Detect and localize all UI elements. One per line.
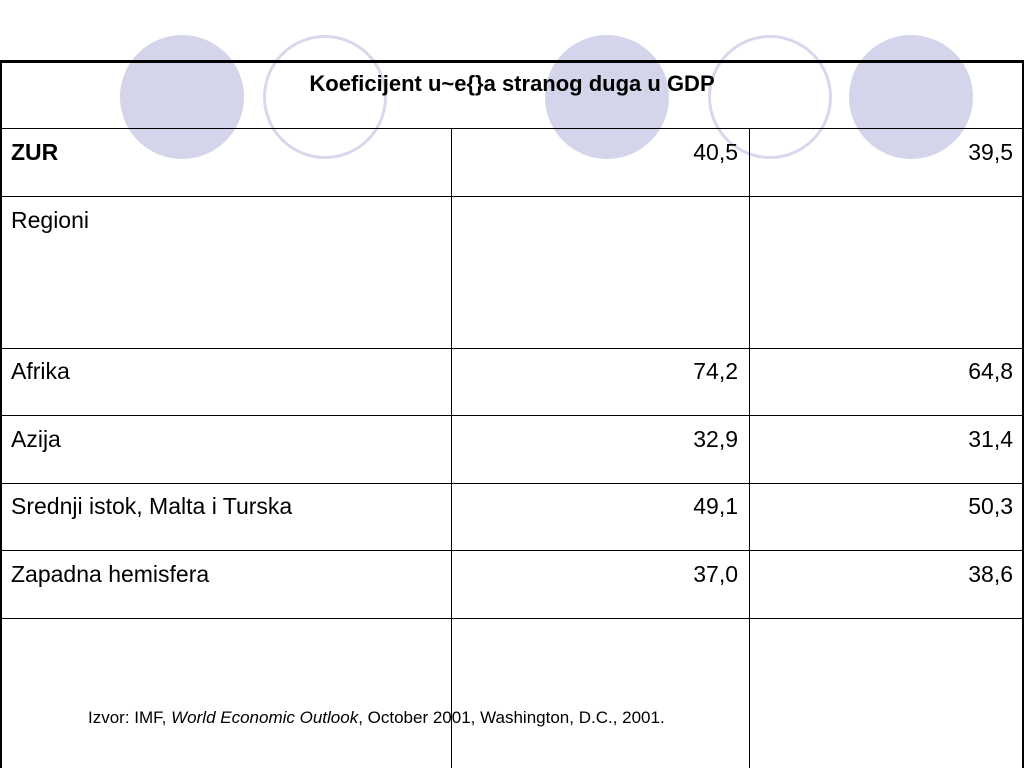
row-divider (0, 128, 1024, 129)
row-label: Zapadna hemisfera (11, 561, 210, 587)
row-value-1: 32,9 (693, 426, 738, 452)
row-label: Afrika (11, 358, 70, 384)
row-label: ZUR (11, 139, 59, 165)
row-divider (0, 415, 1024, 416)
row-value-1: 37,0 (693, 561, 738, 587)
row-value-2: 31,4 (968, 426, 1013, 452)
source-publication: World Economic Outlook (171, 708, 359, 727)
table-left-border (0, 60, 2, 768)
row-divider (0, 550, 1024, 551)
source-suffix: , October 2001, Washington, D.C., 2001. (358, 708, 665, 727)
row-value-2: 64,8 (968, 358, 1013, 384)
row-value-2: 50,3 (968, 493, 1013, 519)
row-value-1: 49,1 (693, 493, 738, 519)
row-label: Regioni (11, 207, 89, 233)
row-label: Srednji istok, Malta i Turska (11, 493, 293, 519)
row-divider (0, 196, 1024, 197)
table-top-border (0, 60, 1024, 63)
row-value-1: 40,5 (693, 139, 738, 165)
row-value-2: 38,6 (968, 561, 1013, 587)
row-value-1: 74,2 (693, 358, 738, 384)
source-prefix: Izvor: IMF, (88, 708, 172, 727)
row-divider (0, 618, 1024, 619)
row-divider (0, 483, 1024, 484)
table-title: Koeficijent u~e{}a stranog duga u GDP (309, 71, 715, 96)
source-note (88, 707, 665, 729)
row-divider (0, 348, 1024, 349)
row-label: Azija (11, 426, 61, 452)
row-value-2: 39,5 (968, 139, 1013, 165)
